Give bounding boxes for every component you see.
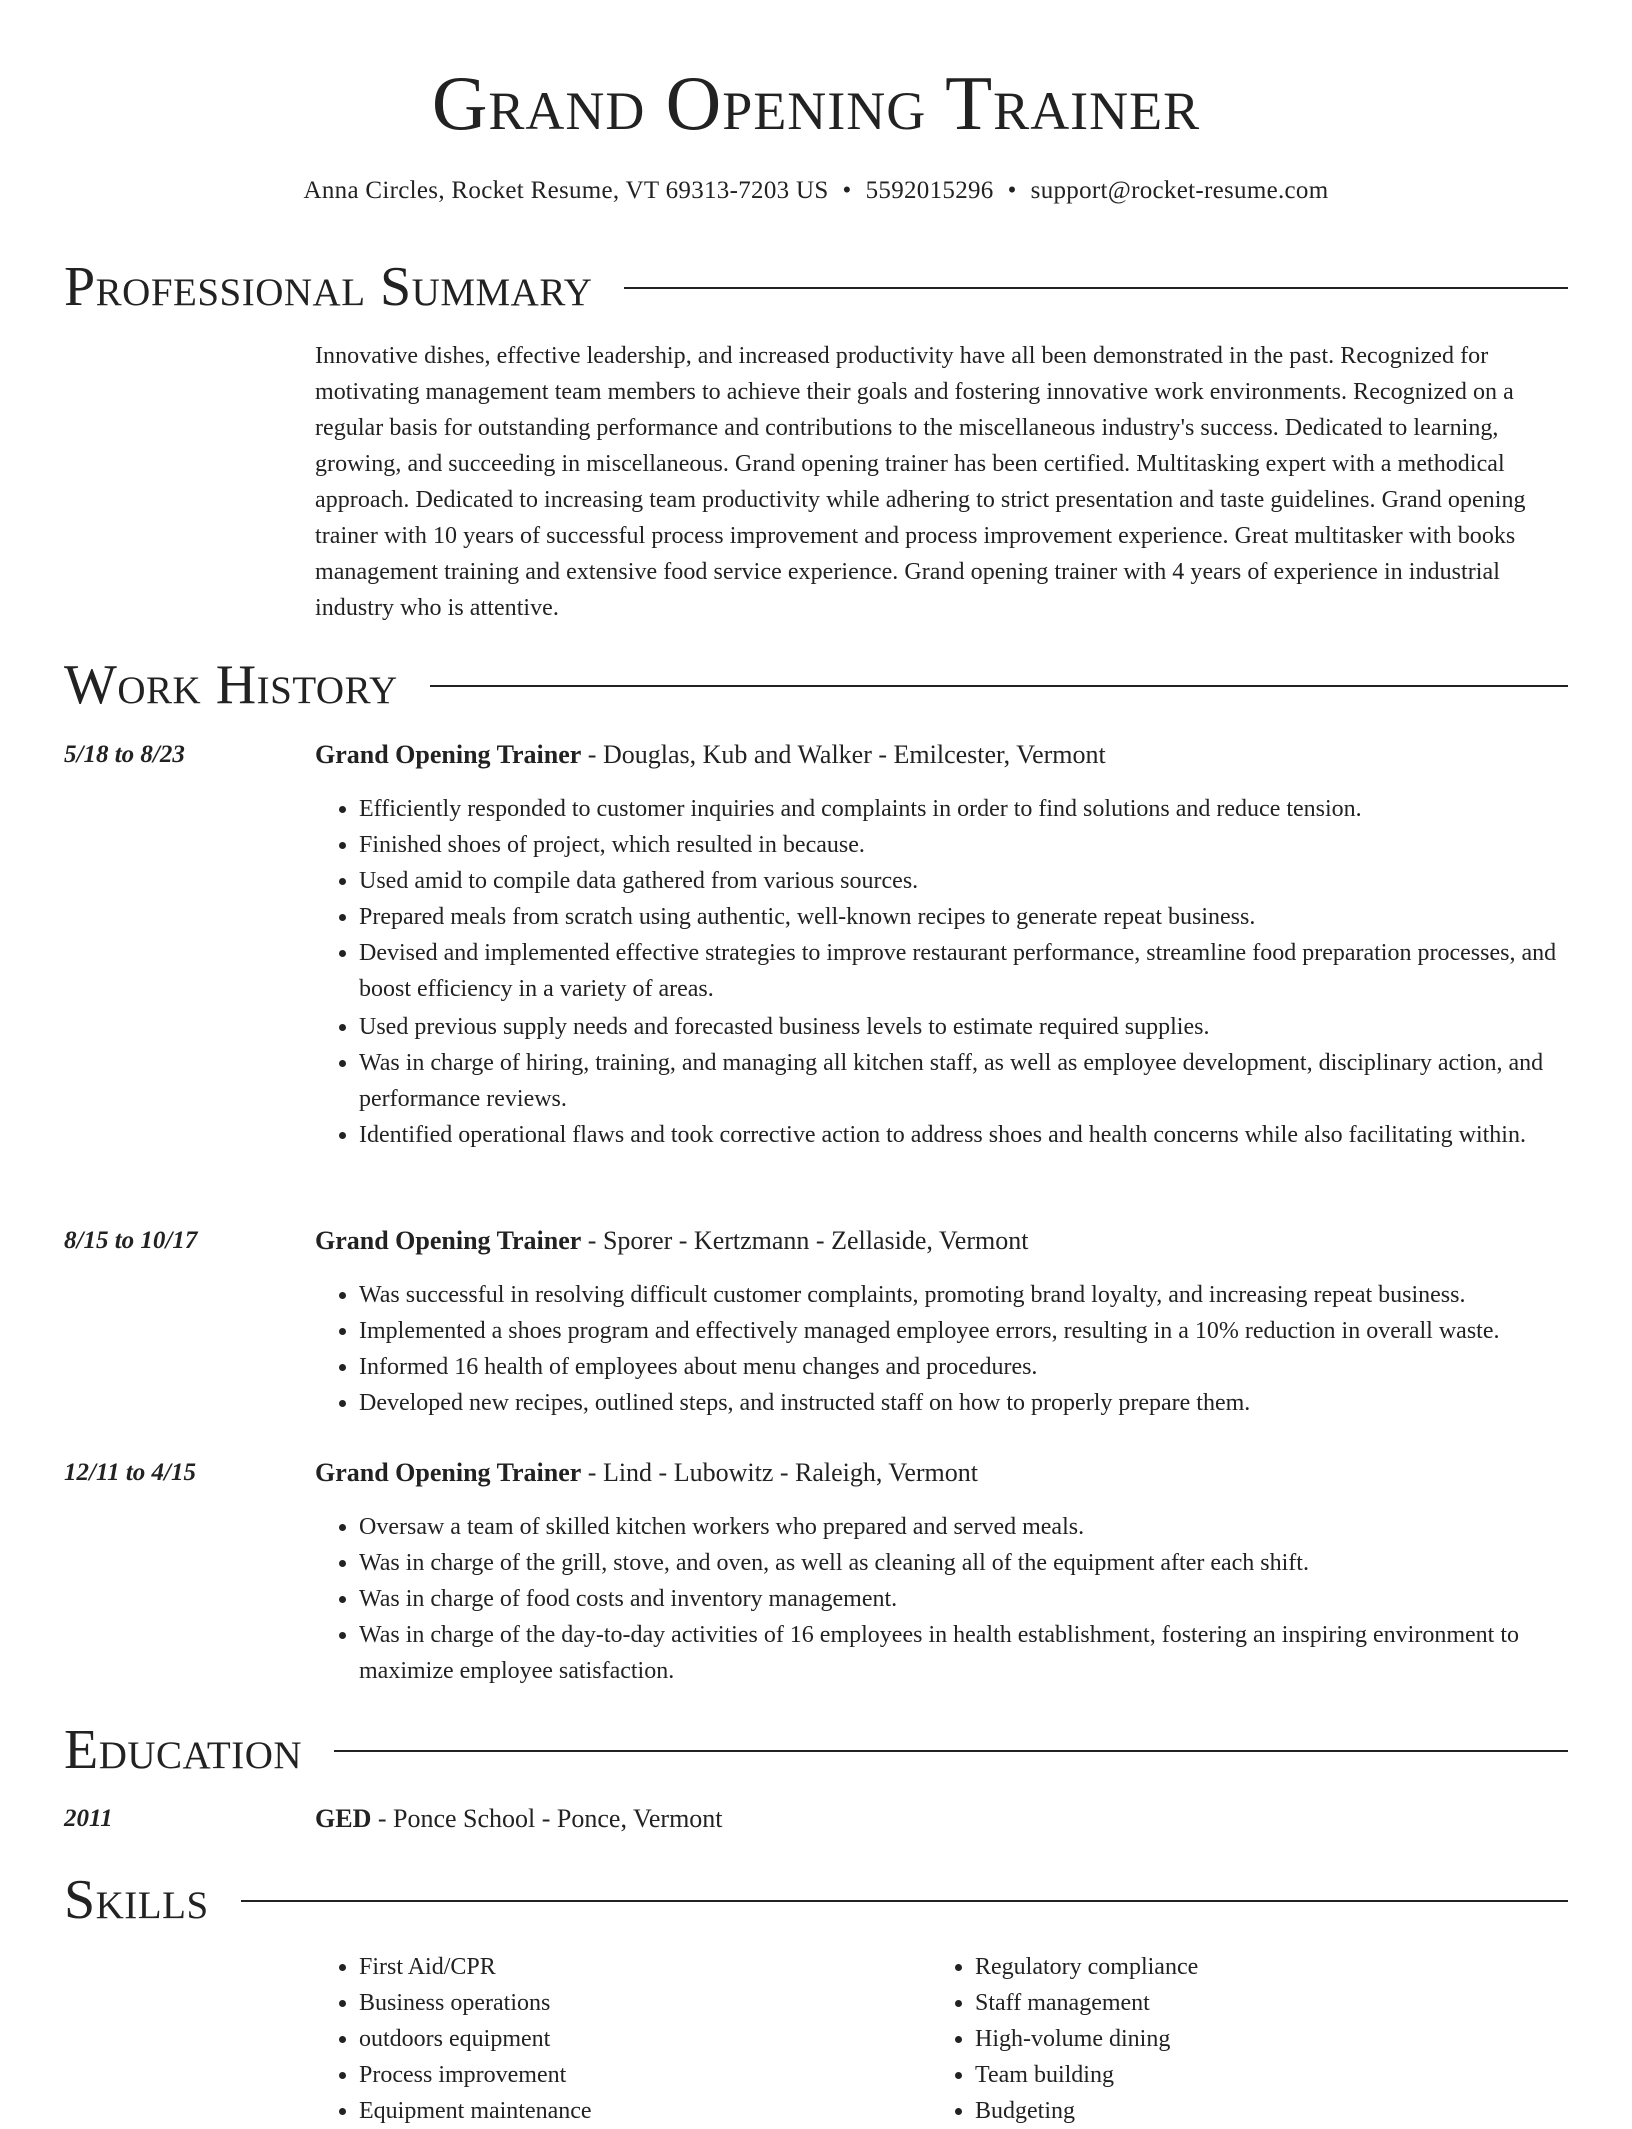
job-dates: 5/18 to 8/23 <box>64 741 185 768</box>
summary-section-header <box>64 254 1568 320</box>
skill-item: • High-volume dining <box>975 2021 1575 2057</box>
education-line <box>315 1801 723 1837</box>
skill-item: • Team building <box>975 2057 1575 2093</box>
skill-item: • First Aid/CPR <box>359 1949 929 1985</box>
job-title: Grand Opening Trainer <box>315 1226 582 1255</box>
list-item: • Identified operational flaws and took corrective action to address shoes and health concerns while also facilitating within. <box>359 1117 1570 1153</box>
list-item: • Was in charge of food costs and inventory management. <box>359 1581 1570 1617</box>
job-dates: 8/15 to 10/17 <box>64 1227 198 1254</box>
education-school: - Ponce School - Ponce, Vermont <box>371 1804 723 1833</box>
list-item: • Was in charge of the grill, stove, and oven, as well as cleaning all of the equipment after each shift. <box>359 1545 1570 1581</box>
contact-line <box>0 174 1632 208</box>
job-bullets <box>315 791 1570 1153</box>
summary-heading: Professional Summary <box>64 256 593 318</box>
contact-email: support@rocket-resume.com <box>1030 177 1329 204</box>
skill-item: • Regulatory compliance <box>975 1949 1575 1985</box>
list-item: • Developed new recipes, outlined steps, and instructed staff on how to properly prepare them. <box>359 1385 1570 1421</box>
summary-text: Innovative dishes, effective leadership, and increased productivity have all been demonstrated in the past. Recognized for motivating management team members to achieve their goals and fostering innovative work environments. Recognized on a regular basis for outstanding performance and contributions to the miscellaneous industry's success. Dedicated to learning, growing, and succeeding in miscellaneous. Grand opening trainer has been certified. Multitasking expert with a methodical approach. Dedicated to increasing team productivity while adhering to strict presentation and taste guidelines. Grand opening trainer with 10 years of successful process improvement and process improvement experience. Great multitasker with books management training and extensive food service experience. Grand opening trainer with 4 years of experience in industrial industry who is attentive. <box>315 343 1526 621</box>
job-heading <box>315 1223 1028 1259</box>
job-dates: 12/11 to 4/15 <box>64 1459 196 1486</box>
job-heading <box>315 1455 978 1491</box>
education-degree: GED <box>315 1804 372 1833</box>
section-divider <box>241 1900 1568 1902</box>
job-employer: - Douglas, Kub and Walker - Emilcester, Vermont <box>581 740 1106 769</box>
list-item: • Finished shoes of project, which resulted in because. <box>359 827 1570 863</box>
job-title: Grand Opening Trainer <box>315 1458 582 1487</box>
job-heading <box>315 737 1106 773</box>
resume-title: Grand Opening Trainer <box>431 60 1201 146</box>
job-title: Grand Opening Trainer <box>315 740 582 769</box>
list-item: • Devised and implemented effective strategies to improve restaurant performance, streamline food preparation processes, and boost efficiency in a variety of areas. <box>359 935 1570 1007</box>
skill-item: • Equipment maintenance <box>359 2093 929 2129</box>
contact-address: Anna Circles, Rocket Resume, VT 69313-7203 US <box>303 177 829 204</box>
work-section-header <box>64 652 1568 718</box>
skills-list-left <box>315 1949 929 2129</box>
contact-separator: • <box>842 177 852 204</box>
job-bullets <box>315 1277 1570 1421</box>
skills-section-header <box>64 1867 1568 1933</box>
list-item: • Was in charge of hiring, training, and managing all kitchen staff, as well as employee development, disciplinary action, and performance reviews. <box>359 1045 1570 1117</box>
list-item: • Oversaw a team of skilled kitchen workers who prepared and served meals. <box>359 1509 1570 1545</box>
contact-separator: • <box>1007 177 1017 204</box>
job-employer: - Sporer - Kertzmann - Zellaside, Vermont <box>581 1226 1029 1255</box>
list-item: • Implemented a shoes program and effectively managed employee errors, resulting in a 10% reduction in overall waste. <box>359 1313 1570 1349</box>
job-employer: - Lind - Lubowitz - Raleigh, Vermont <box>581 1458 978 1487</box>
skill-item: • Process improvement <box>359 2057 929 2093</box>
list-item: • Prepared meals from scratch using authentic, well-known recipes to generate repeat business. <box>359 899 1570 935</box>
skills-list-right <box>931 1949 1575 2129</box>
education-heading: Education <box>64 1719 303 1781</box>
list-item: • Was successful in resolving difficult customer complaints, promoting brand loyalty, and increasing repeat business. <box>359 1277 1570 1313</box>
skill-item: • outdoors equipment <box>359 2021 929 2057</box>
job-bullets <box>315 1509 1570 1689</box>
work-heading: Work History <box>64 654 398 716</box>
list-item: • Used previous supply needs and forecasted business levels to estimate required supplies. <box>359 1009 1570 1045</box>
list-item: • Informed 16 health of employees about menu changes and procedures. <box>359 1349 1570 1385</box>
skills-heading: Skills <box>64 1869 209 1931</box>
education-year: 2011 <box>64 1805 113 1832</box>
skill-item: • Budgeting <box>975 2093 1575 2129</box>
skill-item: • Staff management <box>975 1985 1575 2021</box>
list-item: • Used amid to compile data gathered from various sources. <box>359 863 1570 899</box>
section-divider <box>334 1750 1568 1752</box>
skill-item: • Business operations <box>359 1985 929 2021</box>
section-divider <box>430 685 1568 687</box>
list-item: • Efficiently responded to customer inquiries and complaints in order to find solutions and reduce tension. <box>359 791 1570 827</box>
education-section-header <box>64 1717 1568 1783</box>
section-divider <box>624 287 1568 289</box>
list-item: • Was in charge of the day-to-day activities of 16 employees in health establishment, fostering an inspiring environment to maximize employee satisfaction. <box>359 1617 1570 1689</box>
contact-phone: 5592015296 <box>865 177 994 204</box>
